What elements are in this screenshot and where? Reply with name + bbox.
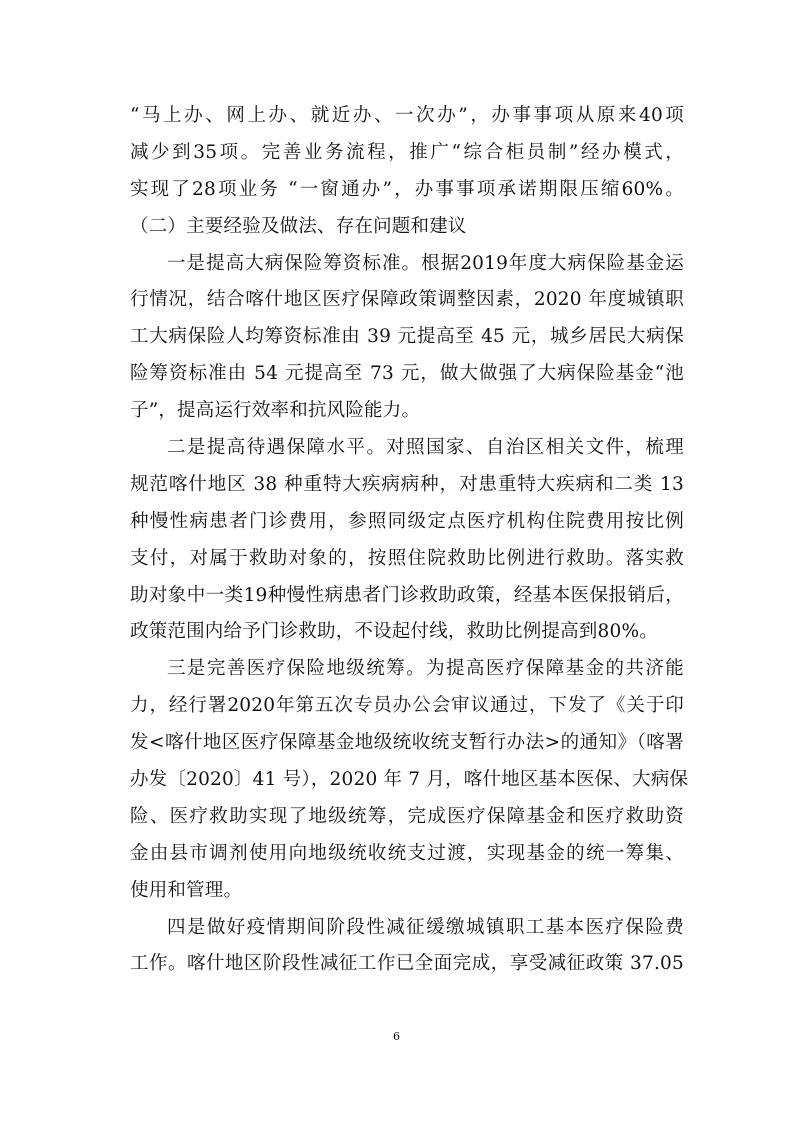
text-line: 办发〔2020〕41 号），2020 年 7 月，喀什地区基本医保、大病保 [130, 769, 689, 791]
text-line: 子”，提高运行效率和抗风险能力。 [130, 400, 421, 422]
text-line: （二）主要经验及做法、存在问题和建议 [130, 215, 467, 237]
text-line: 一是提高大病保险筹资标准。根据2019年度大病保险基金运 [167, 252, 684, 274]
text-line: 种慢性病患者门诊费用，参照同级定点医疗机构住院费用按比例 [130, 510, 684, 532]
text-line: 三是完善医疗保险地级统筹。为提高医疗保障基金的共济能 [167, 658, 684, 680]
page-number: 6 [393, 1030, 400, 1043]
text-line: 支付，对属于救助对象的，按照住院救助比例进行救助。落实救 [130, 547, 684, 569]
text-line: 险、医疗救助实现了地级统筹，完成医疗保障基金和医疗救助资 [130, 805, 684, 827]
text-line: 发<喀什地区医疗保障基金地级统收统支暂行办法>的通知》（喀署 [130, 732, 684, 754]
text-line: 四是做好疫情期间阶段性减征缓缴城镇职工基本医疗保险费 [167, 916, 684, 938]
text-line: 二是提高待遇保障水平。对照国家、自治区相关文件，梳理 [167, 437, 684, 459]
text-line: 助对象中一类19种慢性病患者门诊救助政策，经基本医保报销后， [130, 584, 684, 606]
text-line: 实现了28项业务 “一窗通办”，办事事项承诺期限压缩60%。 [130, 178, 684, 200]
text-line: 规范喀什地区 38 种重特大疾病病种，对患重特大疾病和二类 13 [130, 473, 684, 495]
text-line: 工作。喀什地区阶段性减征工作已全面完成，享受减征政策 37.05 [130, 953, 684, 975]
text-line: 工大病保险人均筹资标准由 39 元提高至 45 元，城乡居民大病保 [130, 326, 684, 348]
text-line: “马上办、网上办、就近办、一次办”，办事事项从原来40项 [130, 105, 684, 126]
text-line: 政策范围内给予门诊救助，不设起付线，救助比例提高到80%。 [130, 621, 658, 643]
text-line: 使用和管理。 [130, 879, 243, 901]
text-line: 减少到35项。完善业务流程，推广“综合柜员制”经办模式， [130, 141, 684, 163]
body-text [130, 98, 689, 983]
text-line: 行情况，结合喀什地区医疗保障政策调整因素，2020 年度城镇职 [130, 289, 684, 311]
text-line: 金由县市调剂使用向地级统收统支过渡，实现基金的统一筹集、 [130, 842, 684, 864]
text-line: 险筹资标准由 54 元提高至 73 元，做大做强了大病保险基金“池 [130, 363, 684, 385]
text-line: 力，经行署2020年第五次专员办公会审议通过，下发了《关于印 [130, 695, 684, 717]
